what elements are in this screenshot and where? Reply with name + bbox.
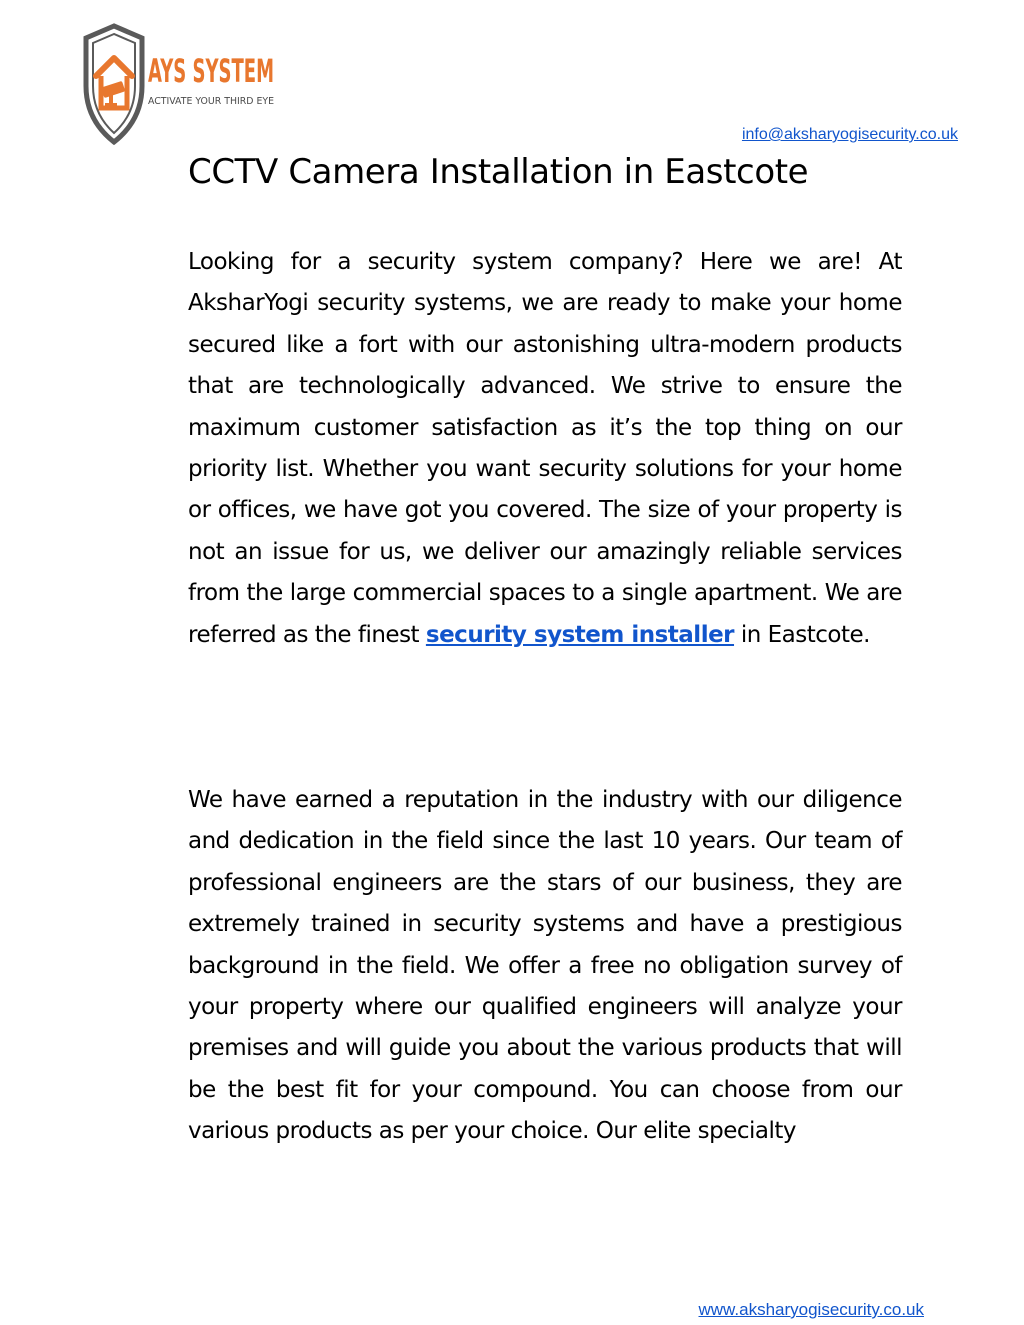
logo-tagline: ACTIVATE YOUR THIRD EYE	[148, 96, 274, 107]
paragraph-intro	[188, 242, 902, 656]
paragraph-reputation: We have earned a reputation in the industry with our diligence and dedication in the field since the last 10 years. Our team of professional engineers are the stars of our business, they are extremely trained in security systems and have a prestigious background in the field. We offer a free no obligation survey of your property where our qualified engineers will analyze your premises and will guide you about the various products that will be the best fit for your compound. You can choose from our various products as per your choice. Our elite specialty	[188, 787, 902, 1145]
paragraph-intro-text-start: Looking for a security system company? Here we are! At AksharYogi security systems, we are ready to make your home secured like a fort with our astonishing ultra-modern products that are technologically advanced. We strive to ensure the maximum customer satisfaction as it’s the top thing on our priority list. Whether you want security solutions for your home or offices, we have got you covered. The size of your property is not an issue for us, we deliver our amazingly reliable services from the large commercial spaces to a single apartment. We are referred as the finest	[188, 249, 902, 648]
company-logo	[80, 24, 280, 146]
footer-website-link[interactable]: www.aksharyogisecurity.co.uk	[698, 1300, 924, 1319]
logo-brand: AYS SYSTEM	[148, 52, 274, 90]
shield-house-camera-icon	[80, 24, 280, 146]
header-email-link[interactable]: info@aksharyogisecurity.co.uk	[741, 126, 958, 143]
security-system-installer-link[interactable]: security system installer	[425, 621, 735, 648]
page-title: CCTV Camera Installation in Eastcote	[188, 152, 809, 192]
paragraph-intro-text-end: in Eastcote.	[734, 621, 870, 648]
